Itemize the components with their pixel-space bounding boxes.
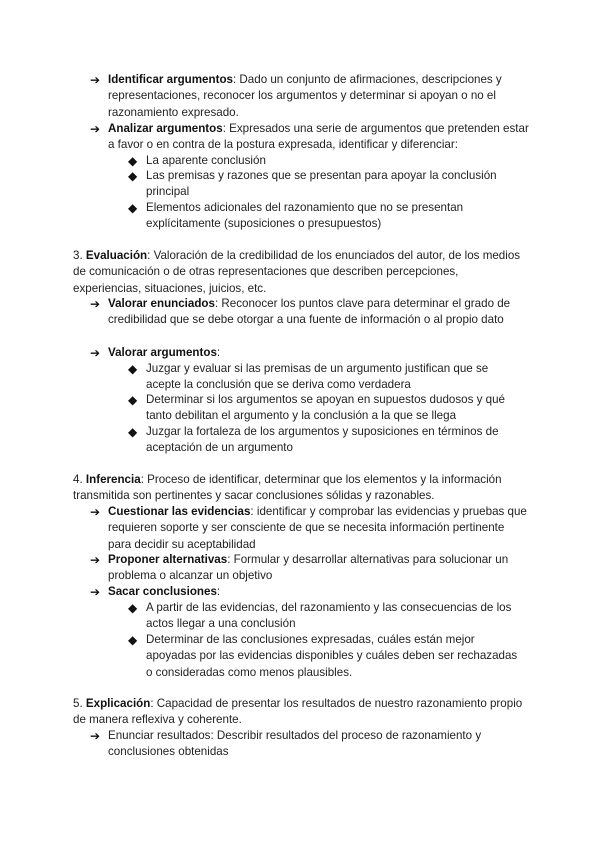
list-item — [90, 504, 530, 553]
list-item — [90, 728, 530, 761]
item-text: Proponer alternativas: Formular y desarrollar alternativas para solucionar un problema o alcanzar un objetivo — [108, 553, 509, 583]
diamond-icon: ◆ — [128, 425, 138, 439]
diamond-icon: ◆ — [128, 169, 138, 183]
list-item — [90, 345, 530, 361]
list-item — [90, 584, 530, 600]
bullet-item: ◆ A partir de las evidencias, del razonamiento y las consecuencias de los actos llegar a una conclusión — [128, 601, 512, 631]
item-text: Sacar conclusiones: — [108, 585, 221, 598]
bullet-item: ◆ La aparente conclusión — [128, 154, 266, 168]
item-text: Cuestionar las evidencias: identificar y comprobar las evidencias y pruebas que requieren soporte y ser consciente de que se necesita información pertinente para decidir su aceptabilidad — [108, 505, 527, 551]
item-term: Valorar enunciados — [108, 297, 215, 310]
item-text: Analizar argumentos: Expresados una serie de argumentos que pretenden estar a favor o en contra de la postura expresada, identificar y diferenciar: — [108, 122, 529, 152]
section-paragraph: 4. Inferencia: Proceso de identificar, determinar que los elementos y la información transmitida son pertinentes y sacar conclusiones sólidas y razonables. — [73, 473, 502, 503]
bullet-item: ◆ Juzgar la fortaleza de los argumentos y suposiciones en términos de aceptación de un argumento — [128, 425, 499, 455]
list-item — [90, 72, 540, 121]
diamond-icon: ◆ — [128, 154, 138, 168]
section-paragraph: 5. Explicación: Capacidad de presentar los resultados de nuestro razonamiento propio de manera reflexiva y coherente. — [73, 697, 523, 727]
diamond-icon: ◆ — [128, 633, 138, 647]
arrow-icon: ➔ — [90, 585, 101, 599]
list-item — [90, 121, 530, 154]
item-term: Proponer alternativas — [108, 553, 228, 566]
arrow-icon: ➔ — [90, 73, 101, 87]
diamond-icon: ◆ — [128, 601, 138, 615]
arrow-icon: ➔ — [90, 297, 101, 311]
section-number: 4. — [73, 473, 83, 486]
item-text: Valorar argumentos: — [108, 346, 221, 359]
bullet-item: ◆ Las premisas y razones que se presentan para apoyar la conclusión principal — [128, 169, 497, 199]
item-term: Sacar conclusiones — [108, 585, 217, 598]
item-term: Analizar argumentos — [108, 122, 223, 135]
diamond-icon: ◆ — [128, 393, 138, 407]
bullet-item: ◆ Juzgar y evaluar si las premisas de un argumento justifican que se acepte la conclusión que se deriva como verdadera — [128, 362, 489, 392]
section-term: Explicación — [85, 697, 151, 710]
item-text: Valorar enunciados: Reconocer los puntos clave para determinar el grado de credibilidad que se debe otorgar a una fuente de información o al propio dato — [108, 297, 511, 327]
diamond-icon: ◆ — [128, 362, 138, 376]
list-item — [90, 296, 530, 329]
item-term: Cuestionar las evidencias — [108, 505, 251, 518]
arrow-icon: ➔ — [90, 729, 101, 743]
section-term: Evaluación — [85, 249, 148, 262]
arrow-icon: ➔ — [90, 553, 101, 567]
bullet-item: ◆ Elementos adicionales del razonamiento que no se presentan explícitamente (suposiciones o presupuestos) — [128, 201, 464, 231]
item-text: Identificar argumentos: Dado un conjunto de afirmaciones, descripciones y representaciones, reconocer los argumentos y determinar si apoyan o no el razonamiento expresado. — [108, 73, 502, 119]
diamond-icon: ◆ — [128, 201, 138, 215]
section-number: 5. — [73, 697, 83, 710]
item-term: Valorar argumentos — [108, 346, 217, 359]
list-item — [90, 552, 530, 585]
bullet-item: ◆ Determinar de las conclusiones expresadas, cuáles están mejor apoyadas por las evidencias disponibles y cuáles deben ser rechazadas o consideradas como menos plausibles. — [128, 633, 518, 679]
arrow-icon: ➔ — [90, 346, 101, 360]
arrow-icon: ➔ — [90, 122, 101, 136]
section-term: Inferencia — [85, 473, 141, 486]
section-paragraph: 3. Evaluación: Valoración de la credibilidad de los enunciados del autor, de los medios de comunicación o de otras representaciones que describen percepciones, experiencias, situaciones, juicios, etc. — [73, 249, 521, 295]
arrow-icon: ➔ — [90, 505, 101, 519]
item-text: Enunciar resultados: Describir resultados del proceso de razonamiento y conclusiones obtenidas — [108, 729, 482, 759]
item-term: Identificar argumentos — [108, 73, 233, 86]
bullet-item: ◆ Determinar si los argumentos se apoyan en supuestos dudosos y qué tanto debilitan el argumento y la conclusión a la que se llega — [128, 393, 505, 423]
section-number: 3. — [73, 249, 83, 262]
